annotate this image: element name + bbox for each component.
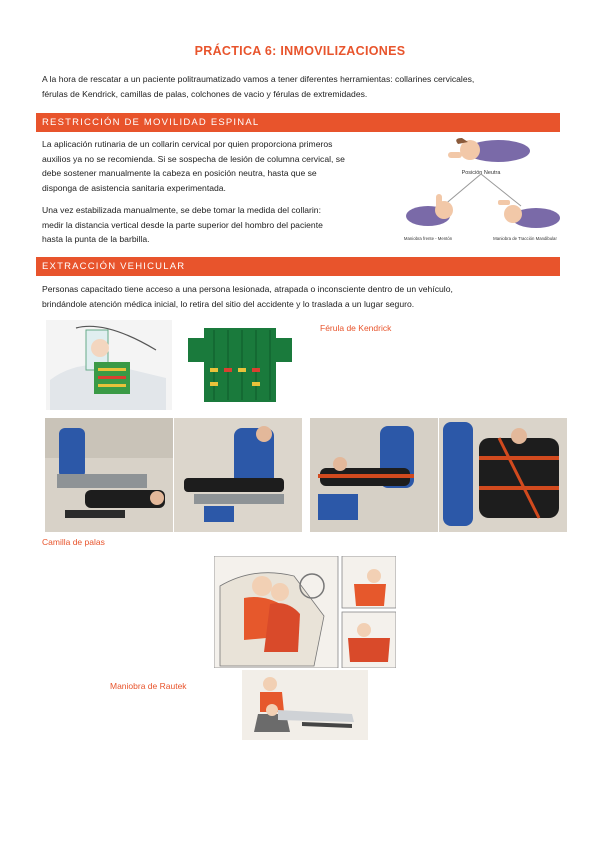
text-line: auxilios ya no se recomienda. Si se sospecha de lesión de columna cervical, se (42, 153, 345, 164)
rautek-illustration (214, 556, 396, 668)
kendrick-illustration (46, 320, 172, 410)
text-line: debe sostener manualmente la cabeza en posición neutra, hasta que se (42, 168, 317, 178)
text-line: Personas capacitado tiene acceso a una persona lesionada, atrapada o inconsciente dentro de un vehículo, (42, 284, 453, 294)
text-line: Una vez estabilizada manualmente, se debe tomar la medida del collarin: (42, 205, 321, 215)
kendrick-caption: Férula de Kendrick (320, 323, 392, 333)
text-line: brindándole atención médica inicial, lo retira del sitio del accidente y lo traslada a un lugar seguro. (42, 299, 415, 309)
text-line: La aplicación rutinaria de un collarin cervical por quien proporciona primeros (42, 139, 333, 149)
rautek-caption: Maniobra de Rautek (110, 681, 187, 691)
intro-paragraph (42, 72, 572, 102)
text-line: hasta la punta de la barbilla. (42, 234, 150, 244)
kendrick-device-image (184, 322, 296, 408)
extraccion-paragraph (42, 282, 572, 312)
section-heading-restriccion: RESTRICCIÓN DE MOVILIDAD ESPINAL (36, 113, 560, 132)
text-line: disponga de asistencia sanitaria experimentada. (42, 182, 226, 193)
restriccion-paragraph-1 (42, 137, 392, 195)
section-heading-extraccion: EXTRACCIÓN VEHICULAR (36, 257, 560, 276)
rautek-drag-illustration (242, 670, 368, 740)
center-label: Posición Neutra (461, 170, 501, 176)
text-line: medir la distancia vertical desde la parte superior del hombro del paciente (42, 219, 323, 230)
restriccion-paragraph-2 (42, 203, 392, 247)
palas-caption: Camilla de palas (42, 537, 105, 547)
left-label: Maniobra frente - Mentón (403, 236, 453, 241)
intro-line: A la hora de rescatar a un paciente politraumatizado vamos a tener diferentes herramientas: collarines cervicales, (42, 74, 475, 84)
intro-line: férulas de Kendrick, camillas de palas, colchones de vacio y férulas de extremidades. (42, 89, 368, 99)
page-title: PRÁCTICA 6: INMOVILIZACIONES (194, 44, 406, 58)
palas-photo-3 (310, 418, 438, 532)
palas-photo-4 (439, 418, 567, 532)
right-label: Maniobra de Tracción Mandibular (493, 236, 557, 241)
palas-photo-1 (45, 418, 173, 532)
neutral-position-diagram (398, 134, 564, 246)
palas-photo-2 (174, 418, 302, 532)
